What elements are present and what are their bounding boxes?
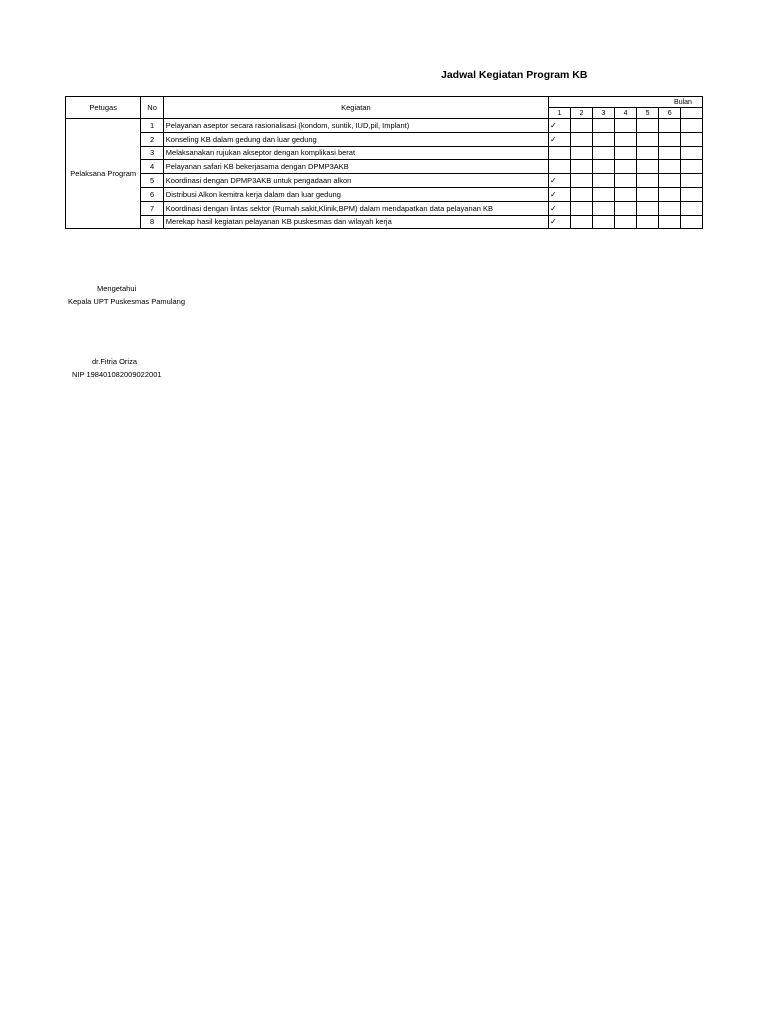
document-title: Jadwal Kegiatan Program KB (441, 69, 588, 81)
mengetahui-label: Mengetahui (97, 284, 137, 293)
row-kegiatan: Distribusi Alkon kemitra kerja dalam dan luar gedung (163, 187, 548, 201)
check-mark: ✓ (549, 187, 571, 201)
month-cell (549, 146, 571, 160)
month-cell (681, 119, 703, 133)
month-cell (570, 201, 593, 215)
month-cell (593, 119, 615, 133)
month-6: 6 (658, 108, 681, 119)
row-kegiatan: Pelayanan safari KB bekerjasama dengan DPMP3AKB (163, 160, 548, 174)
month-cell (681, 174, 703, 188)
month-cell (593, 215, 615, 229)
month-cell (637, 119, 659, 133)
month-cell (570, 187, 593, 201)
month-cell (637, 132, 659, 146)
month-cell (658, 174, 681, 188)
month-cell (593, 187, 615, 201)
check-mark: ✓ (549, 132, 571, 146)
month-cell (549, 160, 571, 174)
header-kegiatan: Kegiatan (163, 97, 548, 119)
check-mark: ✓ (549, 215, 571, 229)
month-cell (681, 160, 703, 174)
month-cell (681, 146, 703, 160)
month-cell (593, 174, 615, 188)
month-5: 5 (637, 108, 659, 119)
month-cell (614, 132, 637, 146)
table-row (66, 160, 703, 174)
month-2: 2 (570, 108, 593, 119)
month-cell (614, 119, 637, 133)
table-row (66, 174, 703, 188)
row-kegiatan: Koordinasi dengan DPMP3AKB untuk pengadaan alkon (163, 174, 548, 188)
row-no: 7 (141, 201, 163, 215)
row-kegiatan: Merekap hasil kegiatan pelayanan KB puskesmas dan wilayah kerja (163, 215, 548, 229)
row-no: 5 (141, 174, 163, 188)
month-cell (614, 201, 637, 215)
month-cell (637, 174, 659, 188)
month-cell (658, 146, 681, 160)
month-cell (593, 160, 615, 174)
month-cell (637, 187, 659, 201)
table-row (66, 119, 703, 133)
month-cell (614, 215, 637, 229)
row-no: 8 (141, 215, 163, 229)
month-cell (570, 160, 593, 174)
table-row (66, 201, 703, 215)
header-petugas: Petugas (66, 97, 141, 119)
month-cell (614, 187, 637, 201)
header-no: No (141, 97, 163, 119)
row-no: 2 (141, 132, 163, 146)
month-cell (614, 160, 637, 174)
month-cell (658, 119, 681, 133)
month-cell (658, 132, 681, 146)
table-row (66, 146, 703, 160)
month-cell (570, 174, 593, 188)
table-row (66, 132, 703, 146)
month-cell (658, 160, 681, 174)
row-kegiatan: Melaksanakan rujukan akseptor dengan komplikasi berat (163, 146, 548, 160)
row-kegiatan: Koordinasi dengan lintas sektor (Rumah sakit,Klinik,BPM) dalam mendapatkan data pelayanan KB (163, 201, 548, 215)
row-no: 3 (141, 146, 163, 160)
table-row (66, 215, 703, 229)
signer-name: dr.Fitria Oriza (92, 357, 138, 366)
month-cell (570, 146, 593, 160)
signer-nip: NIP 198401082009022001 (72, 370, 162, 379)
month-cell (681, 201, 703, 215)
header-bulan: Bulan (549, 97, 703, 108)
row-no: 1 (141, 119, 163, 133)
row-no: 6 (141, 187, 163, 201)
month-cell (658, 201, 681, 215)
month-cell (681, 187, 703, 201)
month-1: 1 (549, 108, 571, 119)
schedule-sheet (65, 96, 703, 232)
month-cell (593, 132, 615, 146)
row-kegiatan: Pelayanan aseptor secara rasionalisasi (kondom, suntik, IUD,pil, Implant) (163, 119, 548, 133)
month-cell (637, 160, 659, 174)
month-cell (658, 187, 681, 201)
check-mark: ✓ (549, 201, 571, 215)
table-row (66, 187, 703, 201)
month-cell (637, 146, 659, 160)
schedule-table (65, 96, 703, 229)
jabatan-label: Kepala UPT Puskesmas Pamulang (68, 297, 186, 306)
month-cell (570, 215, 593, 229)
check-mark: ✓ (549, 119, 571, 133)
row-no: 4 (141, 160, 163, 174)
month-cell (614, 174, 637, 188)
month-cell-extra (681, 108, 703, 119)
petugas-cell: Pelaksana Program (66, 119, 141, 229)
month-cell (593, 201, 615, 215)
month-cell (570, 119, 593, 133)
month-cell (637, 201, 659, 215)
month-cell (658, 215, 681, 229)
row-kegiatan: Konseling KB dalam gedung dan luar gedung (163, 132, 548, 146)
month-cell (593, 146, 615, 160)
month-cell (681, 215, 703, 229)
month-3: 3 (593, 108, 615, 119)
schedule-body (66, 119, 703, 229)
check-mark: ✓ (549, 174, 571, 188)
month-cell (614, 146, 637, 160)
month-cell (570, 132, 593, 146)
month-4: 4 (614, 108, 637, 119)
month-cell (681, 132, 703, 146)
month-cell (637, 215, 659, 229)
